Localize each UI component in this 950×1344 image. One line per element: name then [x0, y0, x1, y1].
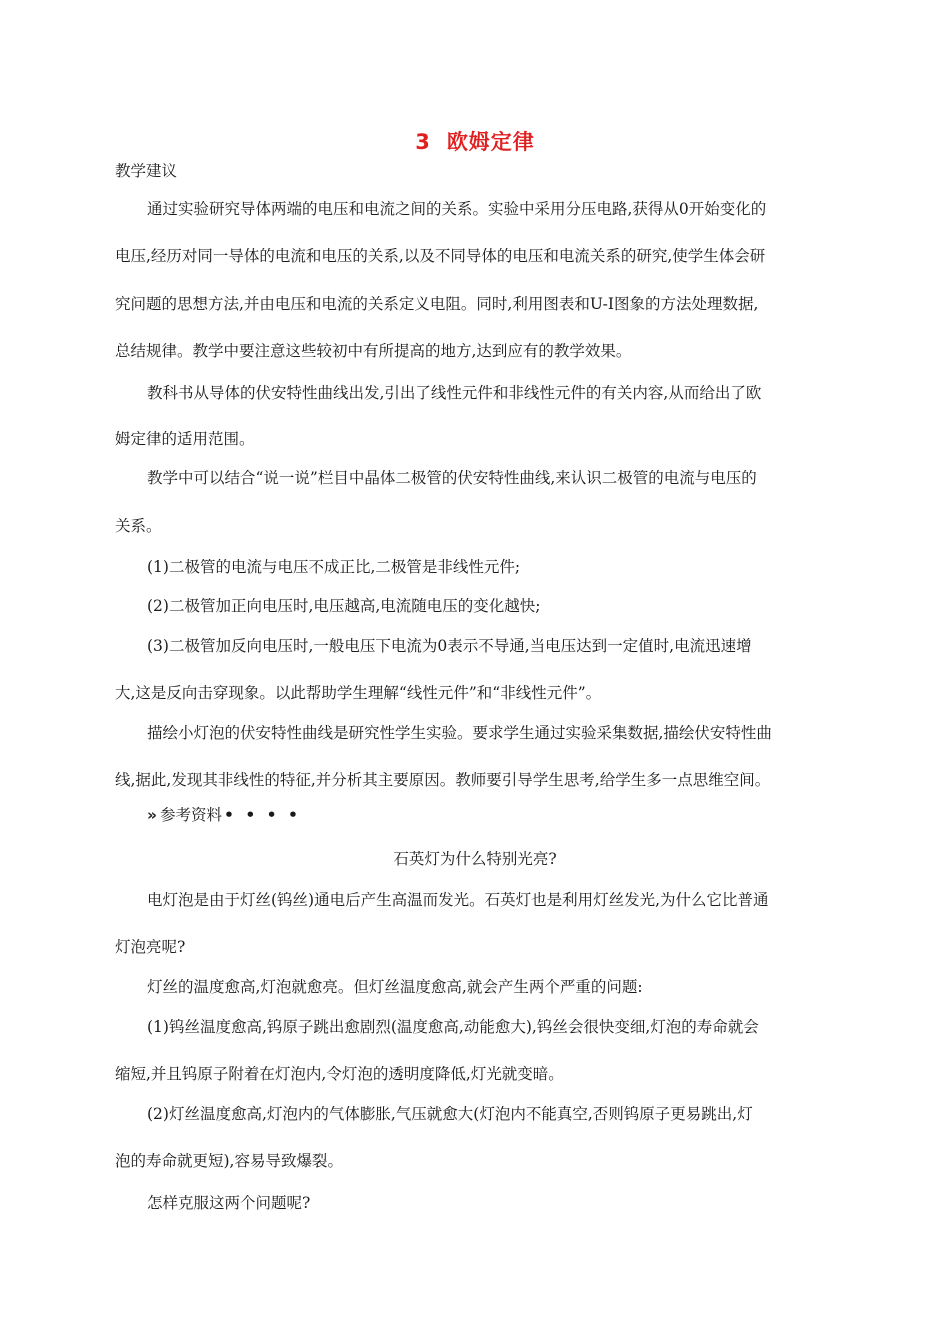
article-line: 缩短,并且钨原子附着在灯泡内,令灯泡的透明度降低,灯光就变暗。	[115, 1065, 564, 1083]
article-line: 怎样克服这两个问题呢?	[147, 1194, 311, 1212]
reference-heading	[147, 805, 301, 825]
paragraph-line: 究问题的思想方法,并由电压和电流的关系定义电阻。同时,利用图表和U-I图象的方法处理数据,	[115, 295, 759, 313]
title-text: 欧姆定律	[446, 130, 535, 154]
reference-label: 参考资料	[160, 806, 223, 824]
article-line: 泡的寿命就更短),容易导致爆裂。	[115, 1152, 343, 1170]
article-line: 电灯泡是由于灯丝(钨丝)通电后产生高温而发光。石英灯也是利用灯丝发光,为什么它比普通	[147, 891, 769, 909]
list-item: (1)二极管的电流与电压不成正比,二极管是非线性元件;	[147, 558, 521, 576]
double-chevron-icon: »	[147, 806, 155, 824]
page-title	[0, 126, 950, 156]
section-heading: 教学建议	[115, 162, 178, 180]
article-line: 灯泡亮呢?	[115, 938, 186, 956]
paragraph-line: 大,这是反向击穿现象。以此帮助学生理解“线性元件”和“非线性元件”。	[115, 684, 602, 702]
paragraph-line: 教科书从导体的伏安特性曲线出发,引出了线性元件和非线性元件的有关内容,从而给出了欧	[147, 384, 762, 402]
list-item: (1)钨丝温度愈高,钨原子跳出愈剧烈(温度愈高,动能愈大),钨丝会很快变细,灯泡的寿命就会	[147, 1018, 759, 1036]
list-item: (2)二极管加正向电压时,电压越高,电流随电压的变化越快;	[147, 597, 541, 615]
paragraph-line: 教学中可以结合“说一说”栏目中晶体二极管的伏安特性曲线,来认识二极管的电流与电压的	[147, 469, 757, 487]
article-title: 石英灯为什么特别光亮?	[393, 850, 557, 868]
list-item: (2)灯丝温度愈高,灯泡内的气体膨胀,气压就愈大(灯泡内不能真空,否则钨原子更易跳出,灯	[147, 1105, 753, 1123]
paragraph-line: 总结规律。教学中要注意这些较初中有所提高的地方,达到应有的教学效果。	[115, 342, 632, 360]
paragraph-line: 通过实验研究导体两端的电压和电流之间的关系。实验中采用分压电路,获得从0开始变化的	[147, 200, 767, 218]
list-item: (3)二极管加反向电压时,一般电压下电流为0表示不导通,当电压达到一定值时,电流迅速增	[147, 637, 752, 655]
paragraph-line: 姆定律的适用范围。	[115, 430, 255, 448]
paragraph-line: 关系。	[115, 517, 162, 535]
paragraph-line: 线,据此,发现其非线性的特征,并分析其主要原因。教师要引导学生思考,给学生多一点思维空间。	[115, 771, 771, 789]
title-number: 3	[415, 130, 431, 154]
dots-decoration: • • • •	[224, 806, 301, 824]
paragraph-line: 电压,经历对同一导体的电流和电压的关系,以及不同导体的电压和电流关系的研究,使学生体会研	[115, 247, 766, 265]
paragraph-line: 描绘小灯泡的伏安特性曲线是研究性学生实验。要求学生通过实验采集数据,描绘伏安特性曲	[147, 724, 772, 742]
article-line: 灯丝的温度愈高,灯泡就愈亮。但灯丝温度愈高,就会产生两个严重的问题:	[147, 978, 643, 996]
